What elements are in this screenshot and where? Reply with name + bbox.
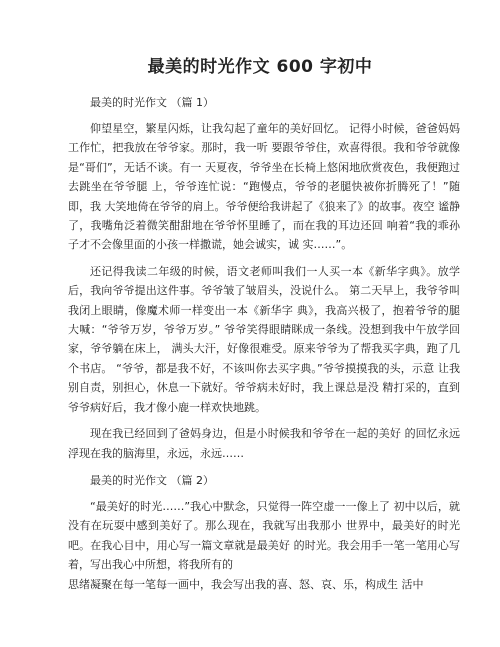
- paragraph-2-1: “最美好的时光……”我心中默念，只觉得一阵空虚一一像上了 初中以后，就没有在玩耍中感到美好了。那么现在，我就写出我那小 世界中，最美好的时光吧。在我心目中，用心写一篇文章就是最美好 的时光。我会用手一笔一笔用心写着，写出我心中所想，将我所有的: [68, 499, 460, 572]
- paragraph-2-2: 思绪凝聚在每一笔每一画中，我会写出我的喜、怒、哀、乐，构成生 活中: [68, 577, 424, 591]
- document-title: 最美的时光作文 600 字初中: [147, 57, 373, 77]
- paragraph-1-3: 现在我已经回到了爸妈身边，但是小时候我和爷爷在一起的美好 的回忆永远浮现在我的脑海里，永远，永远……: [68, 427, 460, 460]
- section-heading-1: 最美的时光作文 （篇 1）: [90, 96, 214, 109]
- paragraph-1-1: 仰望星空，繁星闪烁，让我勾起了童年的美好回忆。 记得小时候，爸爸妈妈工作忙，把我放在爷爷家。那时，我一听 要跟爷爷住，欢喜得很。我和爷爷就像是“哥们”，无话不谈。有一 天夏夜，爷爷坐在长椅上悠闲地欣赏夜色，我便跑过去跳坐在爷爷腿 上，爷爷连忙说：“跑慢点，爷爷的老腿快被你折腾死了！”随即，我 大笑地倚在爷爷的肩上。爷爷便给我讲起了《狼来了》的故事。夜空 谧静了，我嘴角泛着微笑酣甜地在爷爷怀里睡了，而在我的耳边还回 响着“我的乖孙子才不会像里面的小孩一样撒谎，她会诚实，诚 实……”。: [68, 122, 460, 252]
- paragraph-1-2: 还记得我读二年级的时候，语文老师叫我们一人买一本《新华字典》。放学后，我向爷爷提出这件事。爷爷皱了皱眉头，没说什么。 第二天早上，我爷爷叫我闭上眼睛，像魔术师一样变出一本《新华字 典》，我高兴极了，抱着爷爷的腿大喊：“爷爷万岁，爷爷万岁。” 爷爷笑得眼睛眯成一条线。没想到我中午放学回家，爷爷躺在床上， 满头大汗，好像很难受。原来爷爷为了帮我买字典，跑了几个书店。 “爷爷，都是我不好，不该叫你去买字典。”爷爷摸摸我的头，示意 让我别自责，别担心，休息一下就好。爷爷病未好时，我上课总是没 精打采的，直到爷爷病好后，我才像小鹿一样欢快地跳。: [68, 264, 460, 414]
- section-heading-2: 最美的时光作文 （篇 2）: [90, 473, 214, 487]
